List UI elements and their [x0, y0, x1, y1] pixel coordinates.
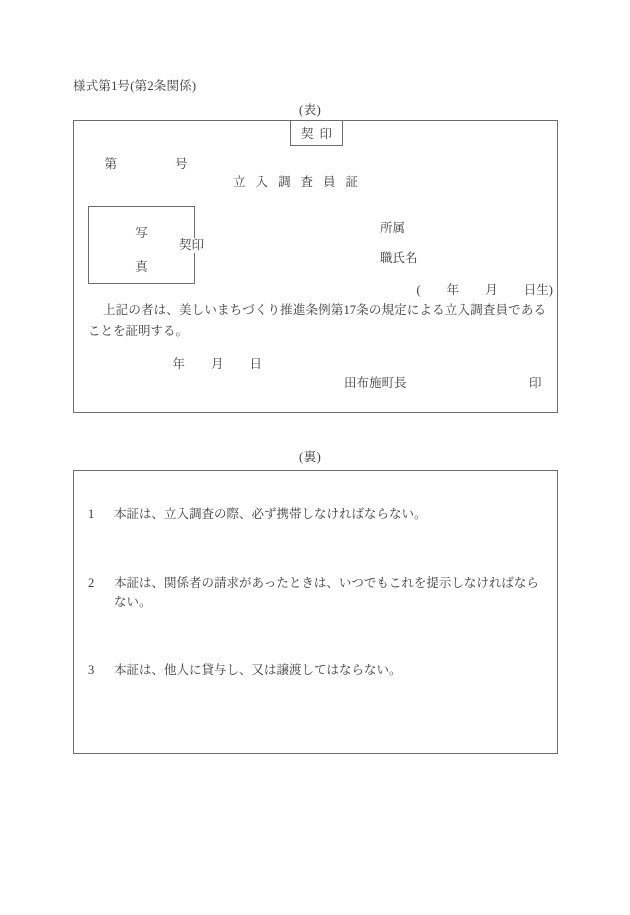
number-prefix-label: 第: [104, 156, 118, 171]
affiliation-label: 所属: [380, 221, 406, 235]
note-number: 2: [88, 575, 95, 590]
birth-day-label: 日生): [523, 282, 553, 297]
date-month-label: 月: [211, 356, 224, 371]
photo-seal-label: 契印: [179, 238, 205, 252]
issuer-name: 田布施町長: [344, 376, 407, 390]
seal-stamp-box: [290, 120, 343, 146]
note-text: 本証は、他人に貸与し、又は譲渡してはならない。: [114, 663, 402, 678]
issuer-seal-mark: 印: [529, 376, 542, 390]
card-title: 立入調査員証: [233, 175, 369, 189]
note-text: 本証は、関係者の請求があったときは、いつでもこれを提示しなければならない。: [114, 575, 539, 609]
date-year-label: 年: [172, 356, 186, 371]
birth-month-label: 月: [485, 282, 498, 297]
note-item: [88, 661, 548, 680]
date-day-label: 日: [249, 356, 263, 371]
note-item: [88, 505, 548, 524]
photo-label-char-top: 写: [135, 226, 148, 240]
photo-label-char-bottom: 真: [135, 260, 148, 274]
job-name-label: 職氏名: [380, 251, 418, 265]
form-number-header: 様式第1号(第2条関係): [73, 79, 197, 93]
note-text: 本証は、立入調査の際、必ず携帯しなければならない。: [114, 507, 427, 521]
back-notes-list: [88, 505, 548, 730]
certificate-number-line: [92, 145, 188, 183]
note-number: 3: [88, 663, 95, 678]
seal-stamp-label: 契印: [300, 127, 338, 141]
note-number: 1: [88, 507, 95, 521]
front-side-label: (表): [299, 103, 322, 117]
back-side-label: (裏): [299, 450, 322, 464]
number-suffix-label: 号: [175, 156, 188, 171]
issue-date-line: [160, 345, 262, 383]
note-item: [88, 574, 548, 612]
birth-year-label: 年: [446, 282, 460, 297]
certification-paragraph: 上記の者は、美しいまちづくり推進条例第17条の規定による立入調査員であることを証明する。: [88, 303, 546, 338]
birth-open-paren: (: [416, 282, 421, 297]
